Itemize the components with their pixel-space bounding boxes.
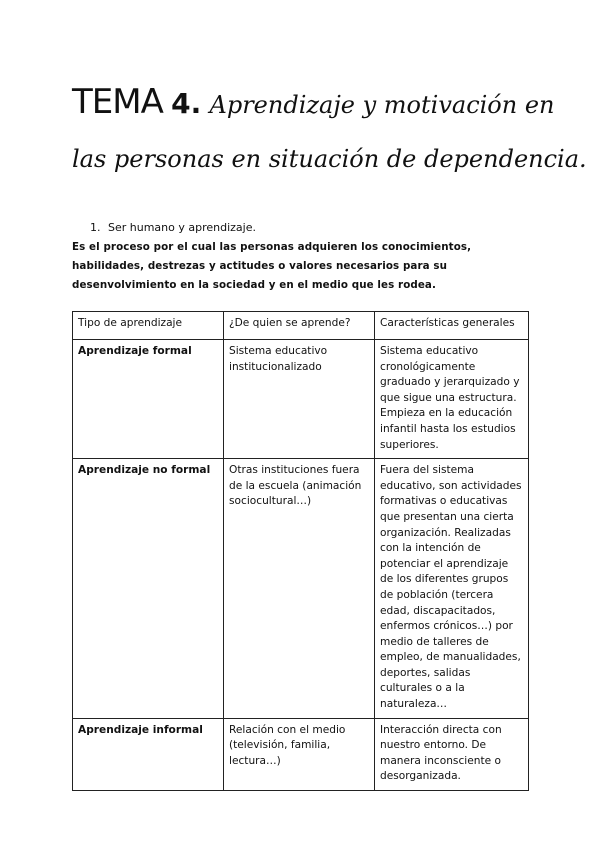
tema-word: TEMA — [72, 82, 163, 122]
row-source: Otras instituciones fuera de la escuela (animación sociocultural…) — [224, 459, 375, 719]
row-type: Aprendizaje informal — [73, 718, 224, 790]
section-number: 1. — [90, 221, 101, 234]
table-row — [73, 340, 529, 459]
intro-paragraph: Es el proceso por el cual las personas adquieren los conocimientos, habilidades, destrezas y actitudes o valores necesarios para su desenvolvimiento en la sociedad y en el medio que les rodea. — [72, 241, 472, 291]
tema-number: 4. — [171, 87, 202, 120]
table-row — [73, 459, 529, 719]
section-heading-text: Ser humano y aprendizaje. — [108, 221, 256, 234]
title-text-line-1: Aprendizaje y motivación en — [209, 91, 555, 119]
learning-types-table — [72, 311, 529, 791]
table-header-row — [73, 312, 529, 340]
row-source: Sistema educativo institucionalizado — [224, 340, 375, 459]
row-characteristics: Interacción directa con nuestro entorno. De manera inconsciente o desorganizada. — [375, 718, 529, 790]
row-type: Aprendizaje no formal — [73, 459, 224, 719]
title-line-1 — [72, 78, 555, 129]
header-source: ¿De quien se aprende? — [224, 312, 375, 340]
document-title — [72, 78, 587, 183]
row-type: Aprendizaje formal — [73, 340, 224, 459]
row-characteristics: Sistema educativo cronológicamente graduado y jerarquizado y que sigue una estructura. Empieza en la educación infantil hasta los estudios superiores. — [375, 340, 529, 459]
title-text-line-2: las personas en situación de dependencia. — [72, 145, 587, 173]
row-characteristics: Fuera del sistema educativo, son actividades formativas o educativas que presentan una cierta organización. Realizadas con la intención de potenciar el aprendizaje de los diferentes grupos de población (tercera edad, discapacitados, enfermos crónicos…) por medio de talleres de empleo, de manualidades, deportes, salidas culturales o a la naturaleza… — [375, 459, 529, 719]
section-heading — [90, 221, 256, 234]
header-type: Tipo de aprendizaje — [73, 312, 224, 340]
header-characteristics: Características generales — [375, 312, 529, 340]
table-row — [73, 718, 529, 790]
row-source: Relación con el medio (televisión, familia, lectura…) — [224, 718, 375, 790]
